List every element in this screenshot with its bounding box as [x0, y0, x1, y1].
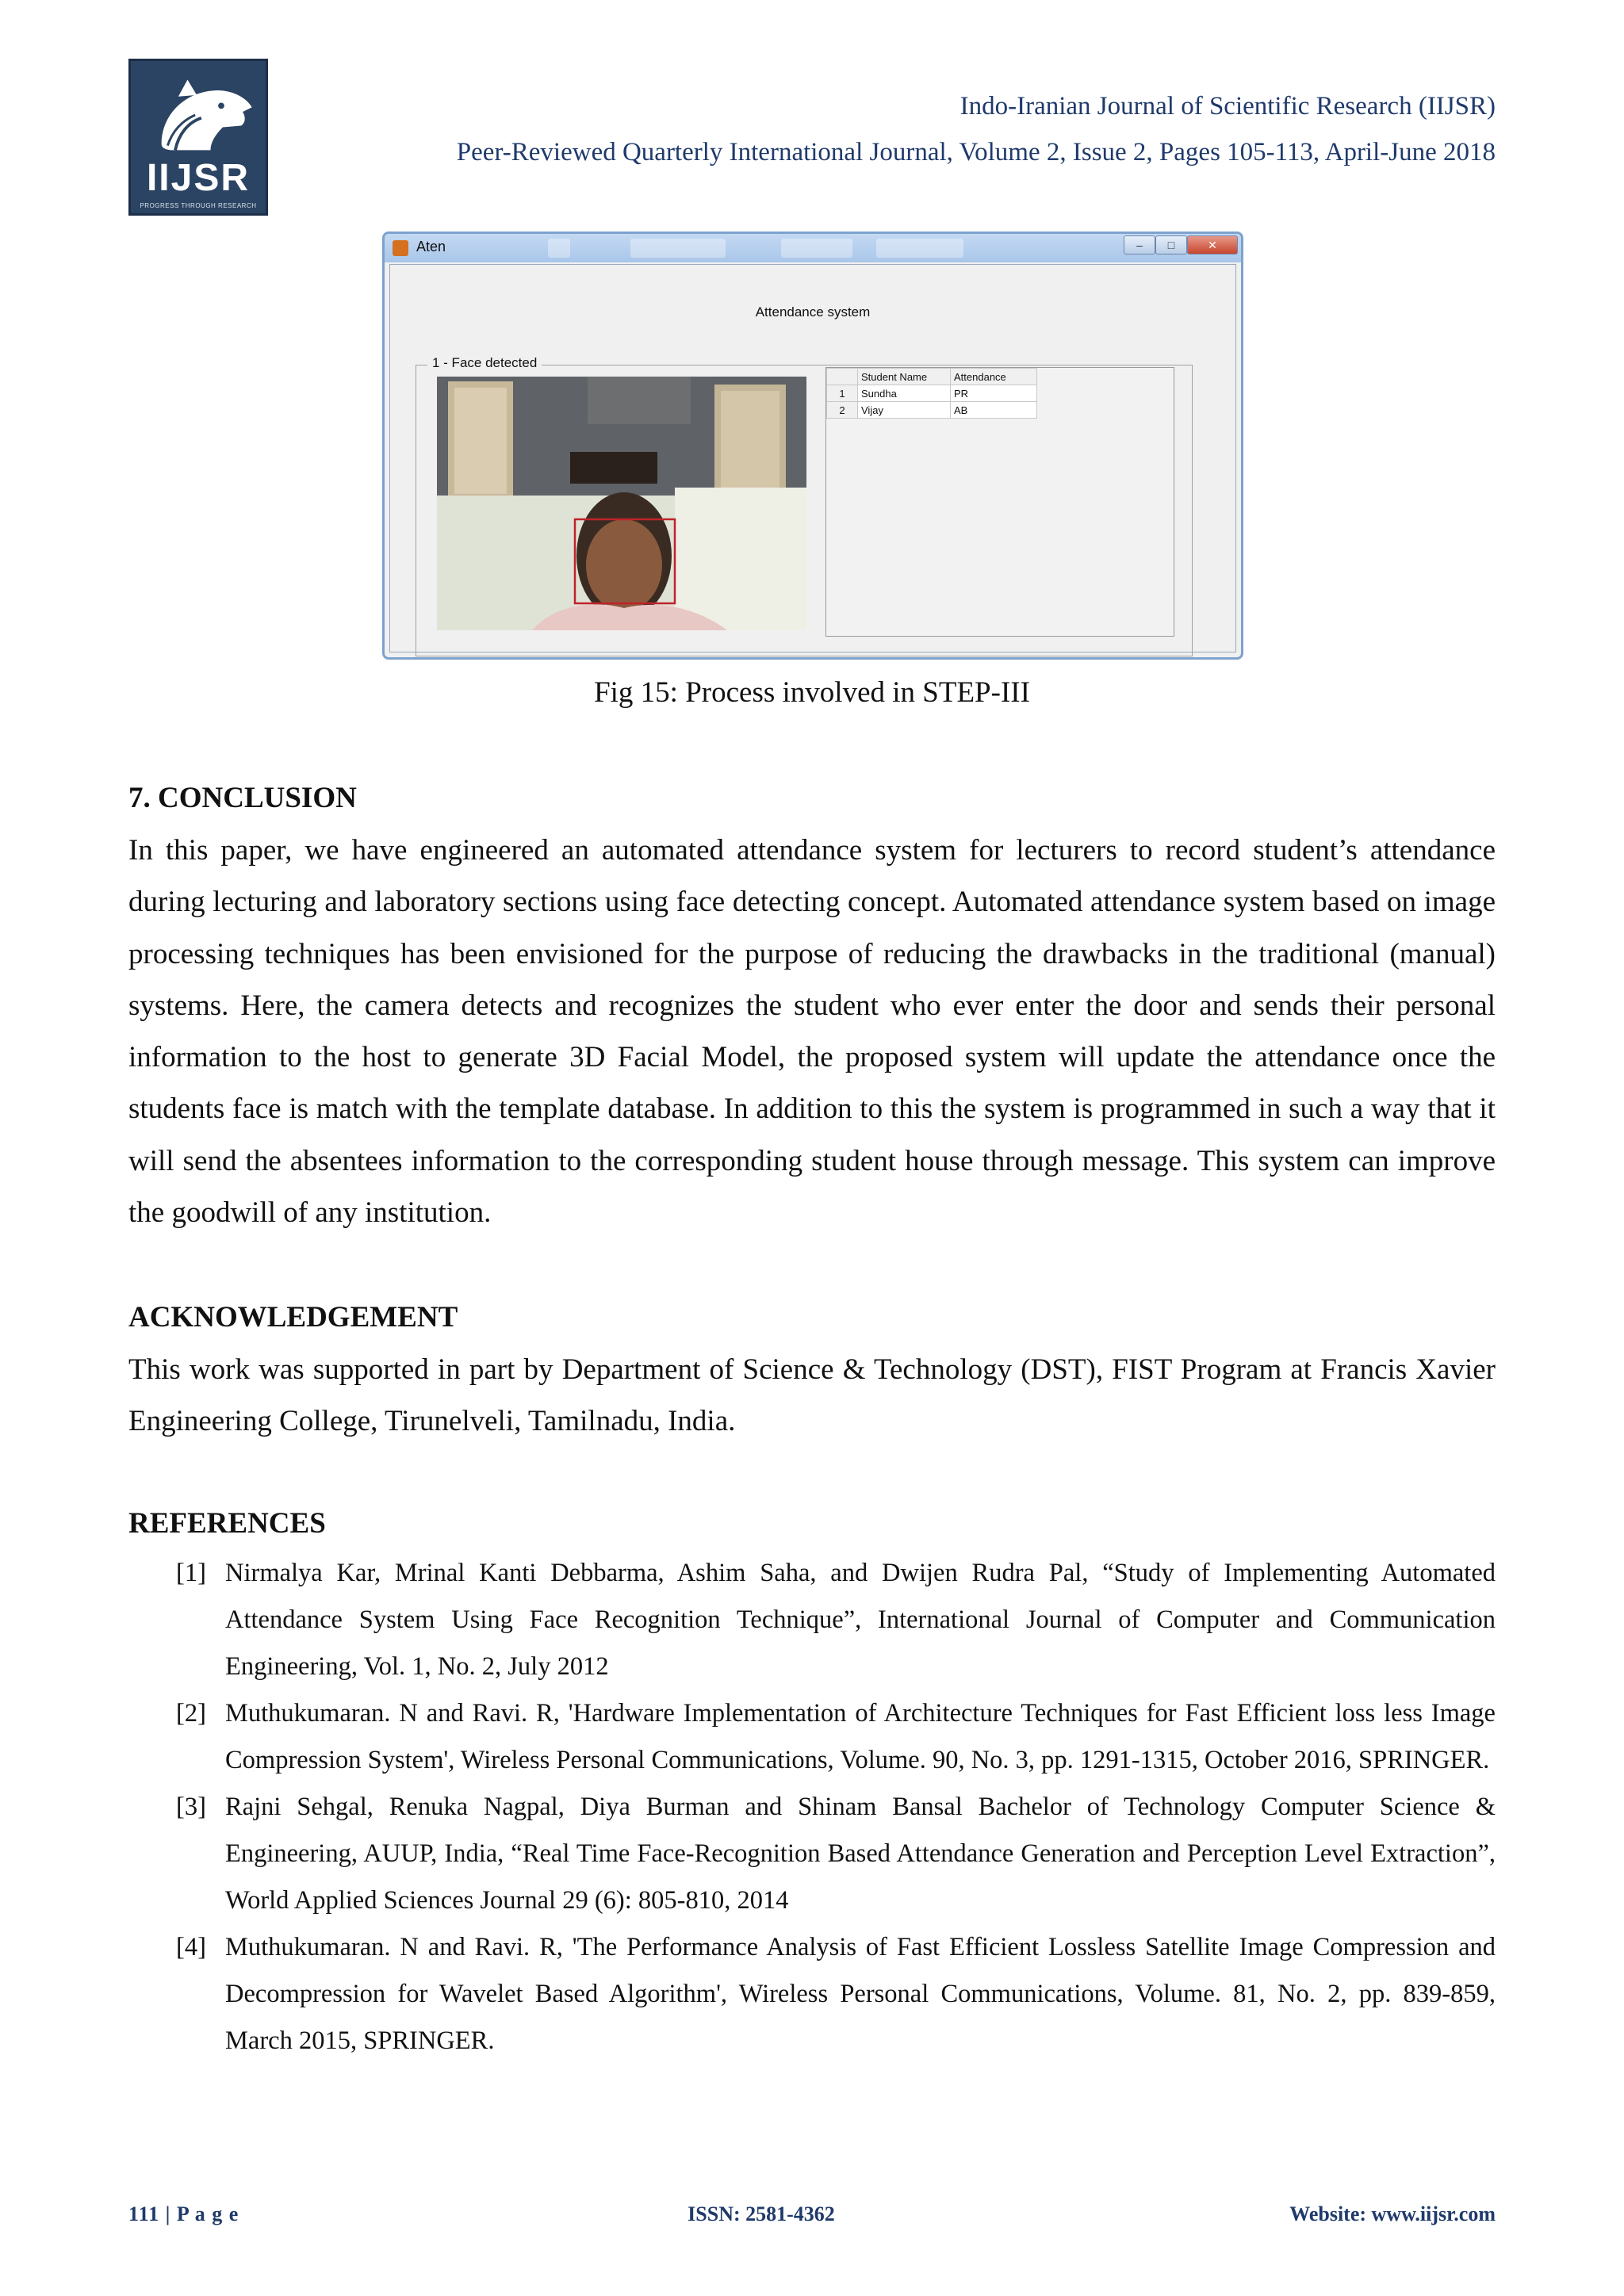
reference-text: Rajni Sehgal, Renuka Nagpal, Diya Burman and Shinam Bansal Bachelor of Technology Computer Science & Engineering, AUUP, India, “Real Time Face-Recognition Based Attendance Generation and Perception Level Extraction”, World Applied Sciences Journal 29 (6): 805-810, 2014 [225, 1793, 1496, 1915]
journal-logo [128, 59, 268, 216]
reference-item [128, 1924, 1496, 2064]
attendance-table [826, 368, 1037, 419]
reference-item [128, 1550, 1496, 1690]
face-detected-panel [416, 355, 1193, 656]
student-name-cell[interactable]: Sundha [858, 385, 951, 402]
attendance-table-box [825, 367, 1174, 637]
reference-text: Muthukumaran. N and Ravi. R, 'Hardware Implementation of Architecture Techniques for Fast Efficient loss less Image Compression System', Wireless Personal Communications, Volume. 90, No. 3, pp. 1291-1315, October 2016, SPRINGER. [225, 1699, 1496, 1774]
taskbar-ghost [876, 239, 963, 258]
conclusion-heading: 7. CONCLUSION [128, 782, 357, 814]
table-row [827, 385, 1037, 402]
taskbar-ghost [781, 239, 852, 258]
issn: ISSN: 2581-4362 [688, 2202, 835, 2225]
logo-tagline: PROGRESS THROUGH RESEARCH [140, 202, 257, 209]
journal-info: Peer-Reviewed Quarterly International Journal, Volume 2, Issue 2, Pages 105-113, April-June 2018 [456, 138, 1496, 166]
reference-number: [1] [176, 1559, 206, 1587]
taskbar-ghost [548, 239, 570, 258]
window-titlebar [385, 234, 1241, 262]
website-link[interactable]: Website: www.iijsr.com [1289, 2202, 1496, 2225]
page-number: 111 | P a g e [128, 2202, 239, 2225]
references-heading: REFERENCES [128, 1507, 326, 1540]
reference-list [128, 1550, 1496, 2064]
attendance-cell[interactable]: AB [951, 402, 1037, 419]
row-index: 2 [827, 402, 858, 419]
reference-text: Muthukumaran. N and Ravi. R, 'The Performance Analysis of Fast Efficient Lossless Satellite Image Compression and Decompression for Wavelet Based Algorithm', Wireless Personal Communications, Volume. 81, No. 2, pp. 839-859, March 2015, SPRINGER. [225, 1933, 1496, 2055]
figure-caption: Fig 15: Process involved in STEP-III [594, 676, 1030, 709]
acknowledgement-text: This work was supported in part by Department of Science & Technology (DST), FIST Program at Francis Xavier Engineering College, Tirunelveli, Tamilnadu, India. [128, 1353, 1496, 1438]
panel-label: 1 - Face detected [427, 355, 542, 371]
table-row [827, 402, 1037, 419]
reference-text: Nirmalya Kar, Mrinal Kanti Debbarma, Ashim Saha, and Dwijen Rudra Pal, “Study of Implementing Automated Attendance System Using Face Recognition Technique”, International Journal of Computer and Communication Engineering, Vol. 1, No. 2, July 2012 [225, 1559, 1496, 1681]
camera-image [437, 377, 806, 630]
reference-item [128, 1690, 1496, 1784]
column-header-student-name[interactable]: Student Name [858, 369, 951, 385]
close-button[interactable] [1187, 235, 1238, 254]
table-corner-cell [827, 369, 858, 385]
reference-number: [4] [176, 1933, 206, 1961]
maximize-icon: □ [1167, 239, 1175, 251]
attendance-cell[interactable]: PR [951, 385, 1037, 402]
window-title: Aten [416, 239, 446, 254]
student-name-cell[interactable]: Vijay [858, 402, 951, 419]
conclusion-text: In this paper, we have engineered an automated attendance system for lecturers to record student’s attendance during lecturing and laboratory sections using face detecting concept. Automated attendance system based on image processing techniques has been envisioned for the purpose of reducing the drawbacks in the traditional (manual) systems. Here, the camera detects and recognizes the student who ever enter the door and sends their personal information to the host to generate 3D Facial Model, the proposed system will update the attendance once the students face is match with the template database. In addition to this the system is programmed in such a way that it will send the absentees information to the corresponding student house through message. This system can improve the goodwill of any institution. [128, 834, 1496, 1230]
reference-number: [2] [176, 1699, 206, 1728]
logo-text: IIJSR [146, 157, 251, 199]
minimize-button[interactable] [1124, 235, 1155, 254]
acknowledgement-heading: ACKNOWLEDGEMENT [128, 1301, 458, 1334]
camera-feed [437, 377, 806, 630]
minimize-icon: – [1136, 239, 1143, 251]
reference-number: [3] [176, 1793, 206, 1821]
figure-window [382, 232, 1243, 660]
column-header-attendance[interactable]: Attendance [951, 369, 1037, 385]
reference-item [128, 1784, 1496, 1924]
close-icon: ✕ [1208, 239, 1217, 251]
window-client-area [389, 264, 1236, 652]
journal-title: Indo-Iranian Journal of Scientific Research (IIJSR) [959, 92, 1496, 121]
row-index: 1 [827, 385, 858, 402]
taskbar-ghost [630, 239, 726, 258]
matlab-app-icon [393, 240, 408, 256]
app-heading: Attendance system [755, 304, 871, 320]
maximize-button[interactable] [1155, 235, 1187, 254]
